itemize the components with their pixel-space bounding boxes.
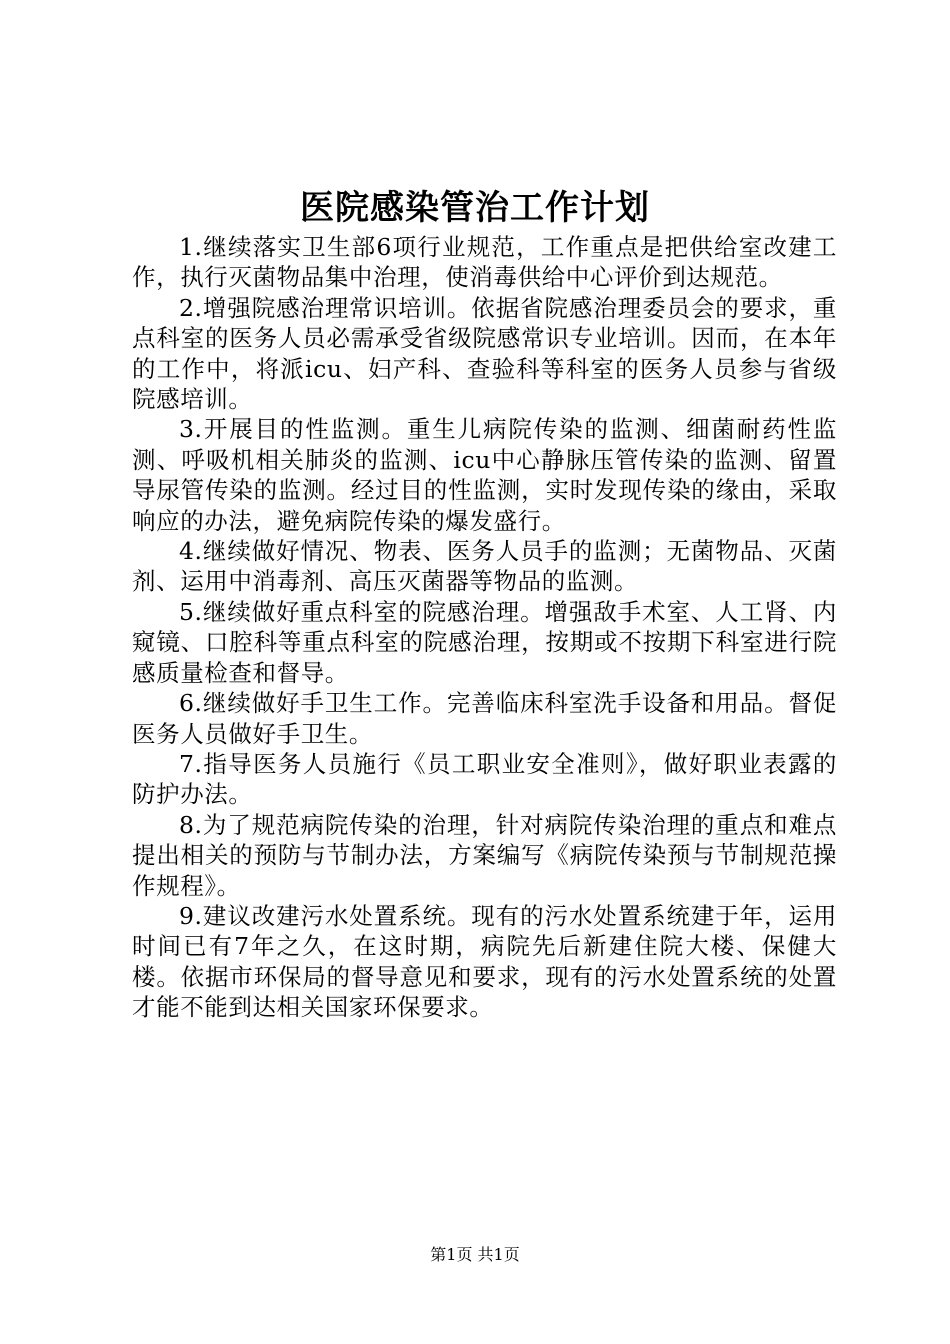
paragraph-9: 9.建议改建污水处置系统。现有的污水处置系统建于年，运用时间已有7年之久，在这时期，病院先后新建住院大楼、保健大楼。依据市环保局的督导意见和要求，现有的污水处置系统的处置才能不能到达相关国家环保要求。 <box>132 901 837 1022</box>
paragraph-1: 1.继续落实卫生部6项行业规范，工作重点是把供给室改建工作，执行灭菌物品集中治理，使消毒供给中心评价到达规范。 <box>132 233 837 292</box>
page-footer: 第1页 共1页 <box>430 1245 520 1264</box>
paragraph-8: 8.为了规范病院传染的治理，针对病院传染治理的重点和难点提出相关的预防与节制办法，方案编写《病院传染预与节制规范操作规程》。 <box>132 810 837 900</box>
paragraph-4: 4.继续做好情况、物表、医务人员手的监测；无菌物品、灭菌剂、运用中消毒剂、高压灭菌器等物品的监测。 <box>132 537 837 596</box>
paragraph-7: 7.指导医务人员施行《员工职业安全准则》，做好职业表露的防护办法。 <box>132 749 837 809</box>
paragraph-2: 2.增强院感治理常识培训。依据省院感治理委员会的要求，重点科室的医务人员必需承受省级院感常识专业培训。因而，在本年的工作中，将派icu、妇产科、查验科等科室的医务人员参与省级院感培训。 <box>132 293 837 414</box>
document-body <box>132 232 837 1023</box>
page-title: 医院感染管治工作计划 <box>300 188 650 228</box>
paragraph-6: 6.继续做好手卫生工作。完善临床科室洗手设备和用品。督促医务人员做好手卫生。 <box>132 689 837 748</box>
paragraph-3: 3.开展目的性监测。重生儿病院传染的监测、细菌耐药性监测、呼吸机相关肺炎的监测、icu中心静脉压管传染的监测、留置导尿管传染的监测。经过目的性监测，实时发现传染的缘由，采取响应的办法，避免病院传染的爆发盛行。 <box>132 415 837 535</box>
paragraph-5: 5.继续做好重点科室的院感治理。增强敌手术室、人工肾、内窥镜、口腔科等重点科室的院感治理，按期或不按期下科室进行院感质量检查和督导。 <box>132 597 837 687</box>
